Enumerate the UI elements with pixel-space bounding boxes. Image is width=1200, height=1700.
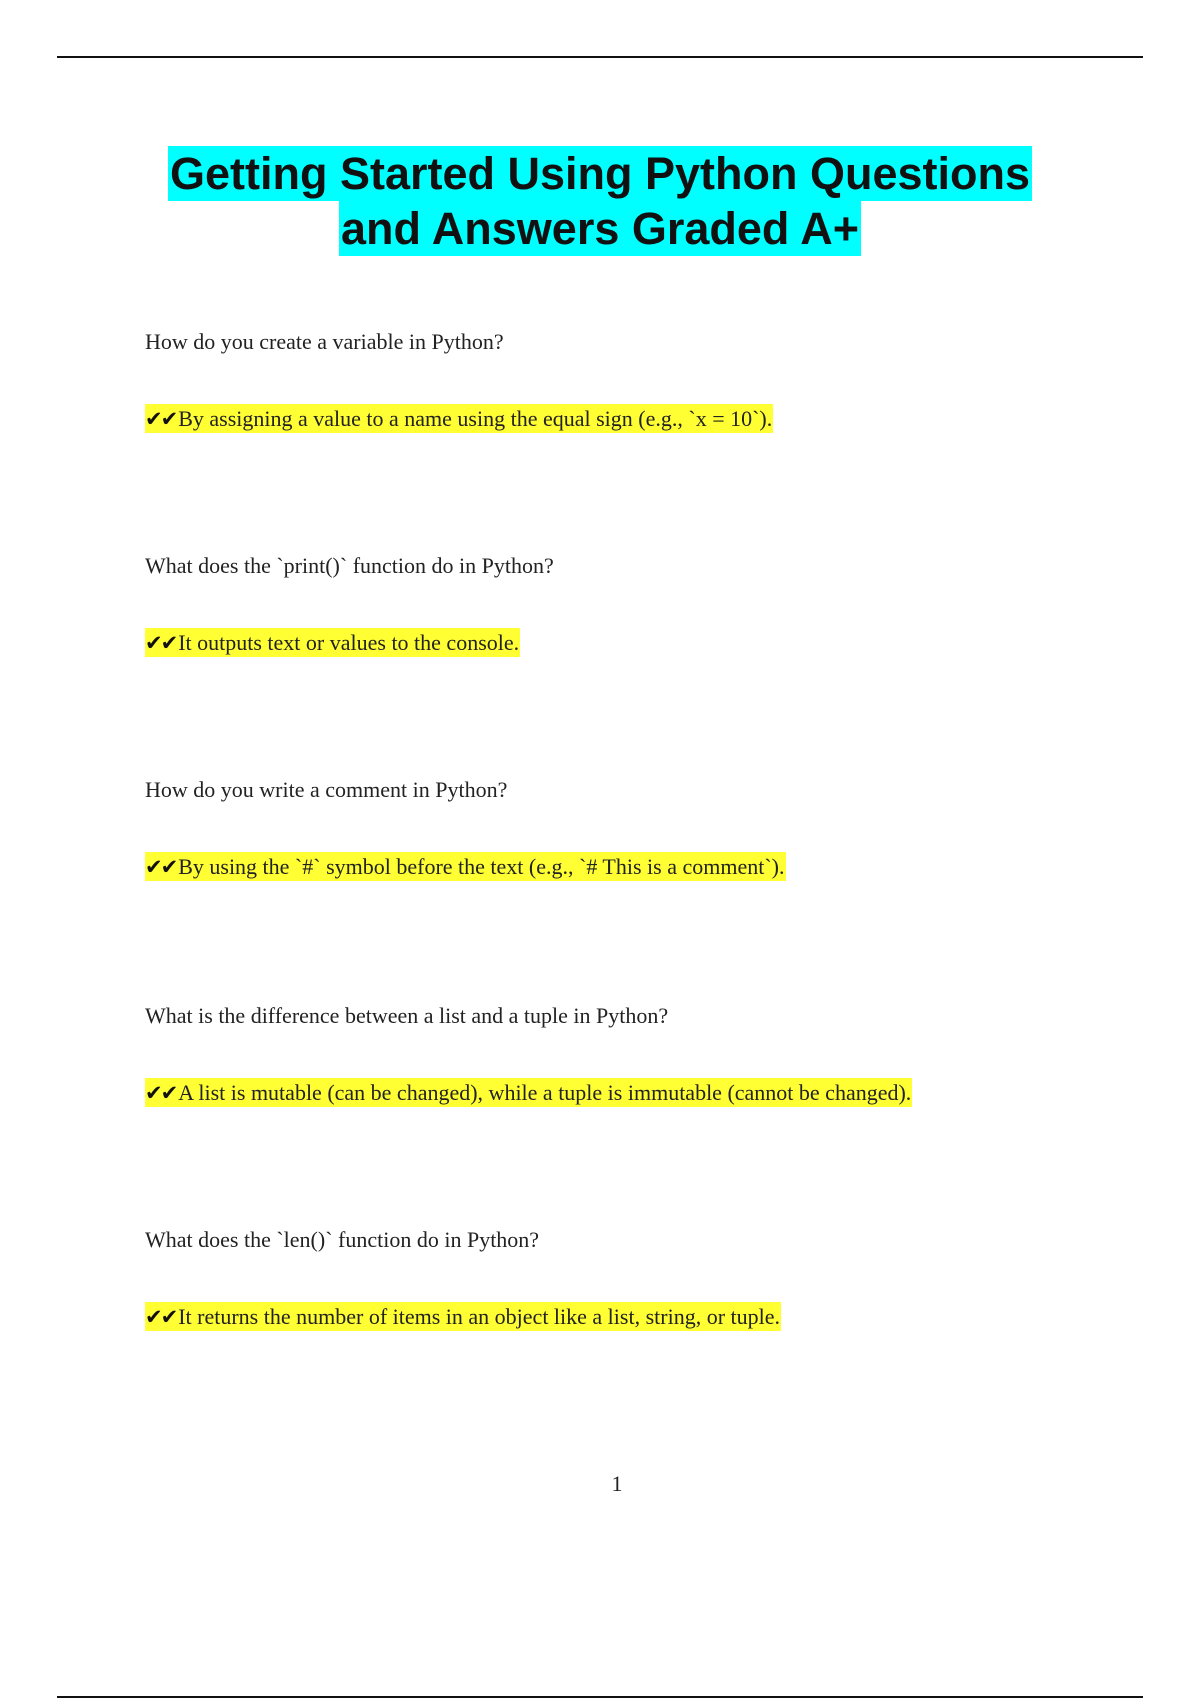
- double-check-icon: ✔✔: [145, 631, 177, 655]
- question-text: How do you write a comment in Python?: [145, 777, 508, 802]
- double-check-icon: ✔✔: [145, 407, 177, 431]
- double-check-icon: ✔✔: [145, 1081, 177, 1105]
- answer-label: By using the `#` symbol before the text (e.g., `# This is a comment`).: [178, 854, 785, 879]
- question-text: What does the `len()` function do in Python?: [145, 1227, 540, 1252]
- answer-text: [145, 629, 520, 657]
- answer-text: [145, 1303, 781, 1331]
- question-text: How do you create a variable in Python?: [145, 329, 504, 354]
- qa-item-1: [145, 328, 1145, 431]
- question-text: What does the `print()` function do in Python?: [145, 553, 554, 578]
- question-text: What is the difference between a list and a tuple in Python?: [145, 1003, 669, 1028]
- page-number: 1: [611, 1471, 623, 1496]
- document-title: [60, 146, 1140, 256]
- answer-label: It returns the number of items in an object like a list, string, or tuple.: [178, 1304, 781, 1329]
- answer-text: [145, 1079, 912, 1107]
- qa-item-4: [145, 1002, 1145, 1105]
- answer-label: It outputs text or values to the console.: [178, 630, 520, 655]
- title-line-1: Getting Started Using Python Questions: [169, 148, 1031, 199]
- bottom-rule: [57, 1696, 1143, 1698]
- qa-item-2: [145, 552, 1145, 655]
- answer-label: A list is mutable (can be changed), while a tuple is immutable (cannot be changed).: [178, 1080, 912, 1105]
- qa-item-3: [145, 776, 1145, 879]
- top-rule: [57, 56, 1143, 58]
- answer-text: [145, 853, 786, 881]
- qa-item-5: [145, 1226, 1145, 1329]
- double-check-icon: ✔✔: [145, 855, 177, 879]
- answer-label: By assigning a value to a name using the equal sign (e.g., `x = 10`).: [178, 406, 773, 431]
- title-line-2: and Answers Graded A+: [340, 203, 860, 254]
- answer-text: [145, 405, 773, 433]
- double-check-icon: ✔✔: [145, 1305, 177, 1329]
